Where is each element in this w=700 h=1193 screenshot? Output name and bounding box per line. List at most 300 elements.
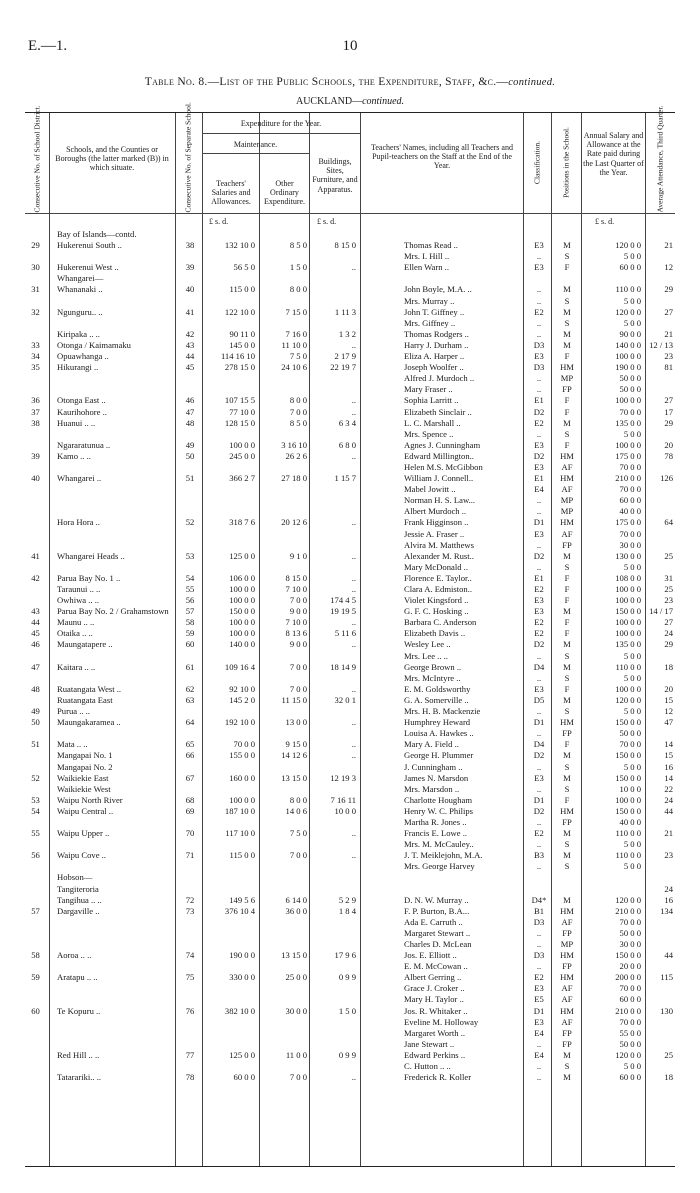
annual-salary: 110 0 0 <box>615 284 641 295</box>
classification: .. <box>536 650 542 661</box>
unit-salaries: £ s. d. <box>209 217 229 226</box>
table-row <box>25 1028 675 1039</box>
buildings: 1 3 2 <box>338 328 356 339</box>
classification: .. <box>536 284 542 295</box>
teacher-name: Edward Millington.. <box>404 450 474 461</box>
annual-salary: 40 0 0 <box>619 506 641 517</box>
table-row <box>25 739 675 750</box>
attendance: 24 <box>664 628 673 639</box>
table-row <box>25 994 675 1005</box>
salaries: 366 2 7 <box>229 473 255 484</box>
salaries: 100 0 0 <box>229 595 255 606</box>
table-row <box>25 695 675 706</box>
other-expenditure: 7 0 0 <box>289 406 307 417</box>
school-no: 38 <box>185 240 195 251</box>
annual-salary: 100 0 0 <box>615 439 641 450</box>
annual-salary: 30 0 0 <box>619 939 641 949</box>
attendance: 44 <box>664 805 673 816</box>
teacher-name: Mrs. McIntyre .. <box>404 672 461 683</box>
classification: D2 <box>533 450 545 461</box>
annual-salary: 100 0 0 <box>615 628 641 639</box>
table-row <box>25 784 675 795</box>
table-row <box>25 395 675 406</box>
teacher-name: Mrs. George Harvey <box>404 861 475 872</box>
position: FP <box>562 816 572 827</box>
school-name: Otonga / Kaimamaku <box>57 339 131 350</box>
annual-salary: 50 0 0 <box>619 927 641 938</box>
teacher-name: Joseph Woolfer .. <box>404 362 464 373</box>
attendance: 25 <box>664 584 673 594</box>
classification: .. <box>536 783 542 794</box>
annual-salary: 150 0 0 <box>615 606 641 617</box>
school-name: Hobson— <box>57 872 93 883</box>
salaries: 330 0 0 <box>229 972 255 983</box>
school-name: Huanui .. .. <box>57 417 96 428</box>
school-no: 54 <box>185 572 195 583</box>
salaries: 140 0 0 <box>229 639 255 650</box>
other-expenditure: 7 15 0 <box>285 306 307 317</box>
page-number: 10 <box>342 38 358 54</box>
position: FP <box>562 384 572 395</box>
attendance: 23 <box>664 850 673 861</box>
school-no: 78 <box>185 1072 195 1083</box>
buildings: 17 9 6 <box>334 950 356 961</box>
position: MP <box>560 495 574 506</box>
district-no: 47 <box>31 661 40 672</box>
annual-salary: 130 0 0 <box>615 550 641 561</box>
teacher-name: Frederick R. Koller <box>404 1072 472 1083</box>
district-no: 31 <box>31 284 40 295</box>
buildings: 5 11 6 <box>334 628 356 639</box>
buildings: .. <box>351 584 356 594</box>
teacher-name: Grace J. Croker .. <box>404 983 465 994</box>
other-expenditure: 13 15 0 <box>281 950 307 961</box>
position: F <box>564 595 570 606</box>
salaries: 60 0 0 <box>233 1072 255 1083</box>
annual-salary: 190 0 0 <box>615 362 641 373</box>
position: M <box>563 694 571 705</box>
position: AF <box>561 528 573 539</box>
position: MP <box>560 373 574 384</box>
salaries: 115 0 0 <box>229 850 255 861</box>
attendance: 16 <box>664 761 673 772</box>
classification: E2 <box>534 417 544 428</box>
position: M <box>563 328 571 339</box>
position: S <box>564 251 570 262</box>
school-no: 63 <box>185 694 195 705</box>
table-row <box>25 595 675 606</box>
district-no: 39 <box>31 450 40 461</box>
table-row <box>25 861 675 872</box>
other-expenditure: 9 1 0 <box>289 550 307 561</box>
header-schools: Schools, and the Counties or Boroughs (the latter marked (B)) in which situate. <box>55 145 169 173</box>
annual-salary: 5 0 0 <box>623 839 641 850</box>
position: S <box>564 672 570 683</box>
annual-salary: 110 0 0 <box>615 661 641 672</box>
attendance: 20 <box>664 683 673 694</box>
table-row <box>25 617 675 628</box>
attendance: 64 <box>664 517 673 528</box>
position: M <box>563 240 571 251</box>
table-row <box>25 307 675 318</box>
attendance: 29 <box>664 417 673 428</box>
teacher-name: Jane Stewart .. <box>404 1038 455 1049</box>
other-expenditure: 8 5 0 <box>289 240 307 251</box>
teacher-name: Humphrey Heward <box>404 717 471 728</box>
attendance: 29 <box>664 284 673 295</box>
buildings: 6 8 0 <box>338 439 356 450</box>
district-no: 43 <box>31 606 40 617</box>
salaries: 187 10 0 <box>224 805 255 816</box>
teacher-name: Martha R. Jones .. <box>404 816 467 827</box>
salaries: 382 10 0 <box>224 1005 255 1016</box>
teacher-name: Mary H. Taylor .. <box>404 994 464 1005</box>
table-row <box>25 251 675 262</box>
annual-salary: 120 0 0 <box>615 240 641 251</box>
other-expenditure: 11 0 0 <box>285 1049 307 1060</box>
classification: E3 <box>534 262 544 273</box>
other-expenditure: 7 16 0 <box>285 328 307 339</box>
teacher-name: Albert Gerring .. <box>404 972 462 983</box>
district-no: 50 <box>31 717 40 728</box>
teacher-name: Mrs. H. B. Mackenzie <box>404 706 481 717</box>
classification: E3 <box>534 439 544 450</box>
classification: .. <box>536 927 542 938</box>
salaries: 190 0 0 <box>229 950 255 961</box>
table-row <box>25 296 675 307</box>
region-continued: continued. <box>362 96 405 107</box>
classification: E1 <box>534 572 544 583</box>
annual-salary: 100 0 0 <box>615 395 641 406</box>
position: HM <box>560 972 574 983</box>
salaries: 90 11 0 <box>229 328 255 339</box>
teacher-name: John Boyle, M.A. .. <box>404 284 472 295</box>
school-no: 74 <box>185 950 195 961</box>
teacher-name: Barbara C. Anderson <box>404 617 477 628</box>
school-name: Tatarariki.. .. <box>57 1072 102 1083</box>
attendance: 21 <box>664 328 673 339</box>
position: S <box>564 1061 570 1072</box>
classification: D4 <box>533 739 545 750</box>
table-row <box>25 551 675 562</box>
position: M <box>563 850 571 861</box>
classification: E2 <box>534 584 544 594</box>
annual-salary: 60 0 0 <box>619 994 641 1005</box>
position: FP <box>562 1038 572 1049</box>
classification: .. <box>536 672 542 683</box>
classification: E2 <box>534 828 544 839</box>
table-row <box>25 895 675 906</box>
other-expenditure: 14 0 6 <box>285 805 307 816</box>
header-bottom-rule <box>25 213 675 214</box>
position: FP <box>562 1027 572 1038</box>
table-row <box>25 1050 675 1061</box>
school-name: Mangapai No. 2 <box>57 761 113 772</box>
classification: E3 <box>534 351 544 362</box>
header-maintenance: Maintenance. <box>233 140 278 149</box>
other-expenditure: 1 5 0 <box>289 262 307 273</box>
classification: .. <box>536 861 542 872</box>
position: S <box>564 428 570 439</box>
district-no: 53 <box>31 794 40 805</box>
attendance: 21 <box>664 240 673 251</box>
classification: D5 <box>533 694 545 705</box>
other-expenditure: 8 13 6 <box>285 628 307 639</box>
position: F <box>564 406 570 417</box>
position: AF <box>561 484 573 495</box>
salaries: 92 10 0 <box>229 683 255 694</box>
other-expenditure: 7 0 0 <box>289 683 307 694</box>
attendance: 15 <box>664 694 673 705</box>
teacher-name: J. T. Meiklejohn, M.A. <box>404 850 483 861</box>
buildings: .. <box>351 639 356 650</box>
buildings: 1 11 3 <box>334 306 356 317</box>
buildings: 6 3 4 <box>338 417 356 428</box>
classification: .. <box>536 317 542 328</box>
classification: E1 <box>534 395 544 406</box>
buildings: .. <box>351 262 356 273</box>
district-no: 33 <box>31 339 40 350</box>
other-expenditure: 9 15 0 <box>285 739 307 750</box>
attendance: 81 <box>664 362 673 373</box>
buildings: 0 9 9 <box>338 1049 356 1060</box>
table-row <box>25 440 675 451</box>
annual-salary: 100 0 0 <box>615 683 641 694</box>
annual-salary: 40 0 0 <box>619 816 641 827</box>
table-row <box>25 229 675 240</box>
school-name: Owhiwa .. .. <box>57 595 100 606</box>
classification: E3 <box>534 528 544 539</box>
teacher-name: G. F. C. Hosking .. <box>404 606 469 617</box>
attendance: 21 <box>664 828 673 839</box>
classification: E3 <box>534 683 544 694</box>
other-expenditure: 7 5 0 <box>289 351 307 362</box>
teacher-name: Alexander M. Rust.. <box>404 550 474 561</box>
table-row <box>25 639 675 650</box>
table-row <box>25 384 675 395</box>
teacher-name: J. Cunningham .. <box>404 761 463 772</box>
table-row <box>25 750 675 761</box>
annual-salary: 5 0 0 <box>623 761 641 772</box>
position: FP <box>562 728 572 739</box>
classification: E5 <box>534 994 544 1005</box>
table-row <box>25 562 675 573</box>
position: M <box>563 772 571 783</box>
buildings: 174 4 5 <box>330 595 356 606</box>
other-expenditure: 13 0 0 <box>285 717 307 728</box>
position: HM <box>560 805 574 816</box>
teacher-name: Violet Kingsford .. <box>404 595 469 606</box>
teacher-name: L. C. Marshall .. <box>404 417 461 428</box>
buildings: 19 19 5 <box>330 606 356 617</box>
table-row <box>25 828 675 839</box>
teacher-name: Elizabeth Davis .. <box>404 628 466 639</box>
salaries: 155 0 0 <box>229 750 255 761</box>
school-name: Kaurihohore .. <box>57 406 107 417</box>
table-row <box>25 762 675 773</box>
other-expenditure: 9 0 0 <box>289 606 307 617</box>
classification: D2 <box>533 639 545 650</box>
other-expenditure: 6 14 0 <box>285 894 307 905</box>
school-name: Hora Hora .. <box>57 517 100 528</box>
position: S <box>564 706 570 717</box>
title-continued: continued. <box>508 77 556 88</box>
school-name: Opuawhanga .. <box>57 351 109 362</box>
classification: E3 <box>534 1016 544 1027</box>
district-no: 36 <box>31 395 40 406</box>
teacher-name: Margaret Stewart .. <box>404 927 471 938</box>
table-row <box>25 706 675 717</box>
position: HM <box>560 473 574 484</box>
classification: D2 <box>533 750 545 761</box>
position: S <box>564 861 570 872</box>
header-other: Other Ordinary Expenditure. <box>263 179 306 207</box>
school-name: Ngunguru.. .. <box>57 306 103 317</box>
region-subtitle <box>0 96 700 107</box>
classification: .. <box>536 1072 542 1083</box>
school-no: 46 <box>185 395 195 406</box>
table-row <box>25 628 675 639</box>
annual-salary: 5 0 0 <box>623 295 641 306</box>
teacher-name: Alfred J. Murdoch .. <box>404 373 475 384</box>
teacher-name: Ada E. Carruth .. <box>404 916 463 927</box>
classification: E3 <box>534 595 544 606</box>
annual-salary: 70 0 0 <box>619 739 641 750</box>
buildings: 18 14 9 <box>330 661 356 672</box>
position: M <box>563 550 571 561</box>
school-no: 67 <box>185 772 195 783</box>
school-name: Parua Bay No. 1 .. <box>57 572 121 583</box>
table-row <box>25 684 675 695</box>
salaries: 149 5 6 <box>229 894 255 905</box>
school-no: 45 <box>185 362 195 373</box>
school-no: 64 <box>185 717 195 728</box>
teacher-name: Alvira M. Matthews <box>404 539 474 550</box>
table-row <box>25 673 675 684</box>
teacher-name: John T. Giffney .. <box>404 306 465 317</box>
teacher-name: Mrs. Marsdon .. <box>404 783 460 794</box>
buildings: 2 17 9 <box>334 351 356 362</box>
buildings: 8 15 0 <box>334 240 356 251</box>
district-no: 32 <box>31 306 40 317</box>
position: AF <box>561 994 573 1005</box>
other-expenditure: 7 0 0 <box>289 850 307 861</box>
annual-salary: 50 0 0 <box>619 373 641 384</box>
school-name: Tangihua .. .. <box>57 894 102 905</box>
attendance: 14 <box>664 739 673 750</box>
position: S <box>564 317 570 328</box>
position: FP <box>562 927 572 938</box>
buildings: 32 0 1 <box>334 694 356 705</box>
classification: D2 <box>533 550 545 561</box>
classification: D1 <box>533 794 545 805</box>
classification: E4 <box>534 484 544 495</box>
district-no: 37 <box>31 406 40 417</box>
salaries: 107 15 5 <box>224 395 255 406</box>
table-row <box>25 473 675 484</box>
table-row <box>25 606 675 617</box>
teacher-name: D. N. W. Murray .. <box>404 894 469 905</box>
annual-salary: 120 0 0 <box>615 1049 641 1060</box>
position: F <box>564 439 570 450</box>
salaries: 100 0 0 <box>229 617 255 628</box>
annual-salary: 210 0 0 <box>615 473 641 484</box>
classification: B1 <box>533 905 545 916</box>
school-no: 51 <box>185 473 195 484</box>
table-row <box>25 795 675 806</box>
position: HM <box>560 1005 574 1016</box>
header-district: Consecutive No. of School District. <box>32 105 42 213</box>
annual-salary: 120 0 0 <box>615 306 641 317</box>
position: M <box>563 1049 571 1060</box>
position: M <box>563 639 571 650</box>
teacher-name: Clara A. Edmiston.. <box>404 584 473 594</box>
position: AF <box>561 916 573 927</box>
classification: E2 <box>534 972 544 983</box>
school-no: 75 <box>185 972 195 983</box>
school-name: Maunu .. .. <box>57 617 95 628</box>
position: F <box>564 617 570 628</box>
header-expenditure: Expenditure for the Year. <box>240 119 322 128</box>
other-expenditure: 27 18 0 <box>281 473 307 484</box>
teacher-name: E. M. Goldsworthy <box>404 683 471 694</box>
salaries: 376 10 4 <box>224 905 255 916</box>
school-no: 69 <box>185 805 195 816</box>
salaries: 125 0 0 <box>229 550 255 561</box>
teacher-name: Eveline M. Holloway <box>404 1016 479 1027</box>
classification: B3 <box>533 850 545 861</box>
school-no: 48 <box>185 417 195 428</box>
teacher-name: Albert Murdoch .. <box>404 506 467 517</box>
annual-salary: 10 0 0 <box>619 783 641 794</box>
classification: .. <box>536 506 542 517</box>
position: F <box>564 584 570 594</box>
district-no: 49 <box>31 706 40 717</box>
table-row <box>25 939 675 950</box>
classification: E3 <box>534 772 544 783</box>
attendance: 126 <box>660 473 673 484</box>
header-buildings: Buildings, Sites, Furniture, and Apparatus. <box>312 157 358 194</box>
classification: .. <box>536 328 542 339</box>
annual-salary: 60 0 0 <box>619 495 641 506</box>
school-name: Waipu Central .. <box>57 805 114 816</box>
table-row <box>25 950 675 961</box>
table-row <box>25 517 675 528</box>
attendance: 47 <box>664 717 673 728</box>
annual-salary: 108 0 0 <box>615 572 641 583</box>
attendance: 22 <box>664 783 673 794</box>
annual-salary: 60 0 0 <box>619 1072 641 1083</box>
annual-salary: 150 0 0 <box>615 805 641 816</box>
school-name: Waikiekie East <box>57 772 109 783</box>
table-row <box>25 584 675 595</box>
buildings: .. <box>351 739 356 750</box>
buildings: .. <box>351 683 356 694</box>
position: F <box>564 739 570 750</box>
attendance: 20 <box>664 439 673 450</box>
school-no: 53 <box>185 550 195 561</box>
teacher-name: Mary McDonald .. <box>404 561 468 572</box>
teacher-name: Norman H. S. Law... <box>404 495 476 506</box>
classification: .. <box>536 539 542 550</box>
teacher-name: Thomas Rodgers .. <box>404 328 469 339</box>
district-no: 41 <box>31 550 40 561</box>
attendance: 23 <box>664 595 673 606</box>
table-row <box>25 1039 675 1050</box>
school-name: Purua .. .. <box>57 706 90 717</box>
classification: .. <box>536 839 542 850</box>
classification: .. <box>536 428 542 439</box>
